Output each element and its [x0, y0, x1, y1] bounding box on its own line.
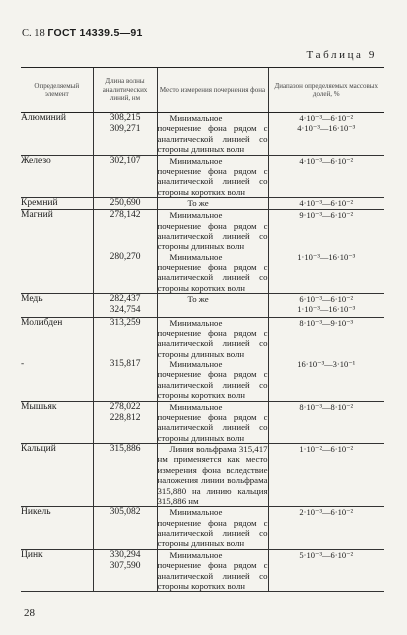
wavelength-value: 280,270: [109, 251, 141, 262]
cell-element: Кремний: [21, 198, 93, 210]
cell-background-place: [157, 444, 268, 507]
table-row: [21, 317, 384, 359]
table-row: [21, 198, 384, 210]
cell-ranges: [268, 359, 384, 401]
cell-wavelengths: [93, 252, 157, 294]
column-header-wavelength: Длина волны аналитических линий, нм: [93, 68, 157, 113]
cell-background-place: [157, 549, 268, 592]
cell-background-place: [157, 155, 268, 198]
method-text: Минимальное почернение фона рядом с аналитической линией со стороны коротких волн: [157, 155, 268, 197]
table-header-row: [21, 68, 384, 113]
table-row: [21, 507, 384, 550]
wavelength-value: 278,022: [109, 401, 141, 412]
cell-element: Никель: [21, 507, 93, 550]
cell-ranges: [268, 317, 384, 359]
cell-ranges: [268, 444, 384, 507]
cell-element: Цинк: [21, 549, 93, 592]
cell-element: Молибден: [21, 317, 93, 359]
table-caption: Таблица 9: [306, 49, 377, 61]
wavelength-value: 330,294: [109, 549, 141, 560]
wavelength-value: 305,082: [109, 507, 141, 518]
range-value: 1·10⁻³—16·10⁻³: [297, 304, 356, 315]
table-row: [21, 294, 384, 317]
method-text: Линия вольфрама 315,417 нм применяется как место измерения фона вследствие наложения линии вольфрама 315,880 на линию кальция 315,886 нм: [157, 444, 268, 506]
table-row: [21, 401, 384, 444]
cell-ranges: [268, 198, 384, 210]
cell-wavelengths: [93, 198, 157, 210]
range-value: 5·10⁻³—6·10⁻²: [299, 549, 354, 560]
range-value: 16·10⁻³—3·10⁻¹: [297, 359, 356, 370]
cell-background-place: [157, 294, 268, 317]
wavelength-value: 308,215: [109, 113, 141, 123]
table-row: [21, 113, 384, 156]
running-header: [22, 27, 143, 39]
wavelength-value: 315,886: [109, 444, 141, 455]
range-value: 6·10⁻³—6·10⁻²: [299, 294, 354, 305]
range-value: 8·10⁻³—8·10⁻²: [299, 401, 354, 412]
cell-element: -: [21, 359, 25, 370]
cell-wavelengths: [93, 507, 157, 550]
wavelength-value: 278,142: [109, 210, 141, 221]
data-table: [21, 67, 384, 592]
method-text: Минимальное почернение фона рядом с аналитической линией со стороны длинных волн: [157, 507, 268, 549]
table-row: [21, 210, 384, 252]
range-value: 1·10⁻³—16·10⁻³: [297, 251, 356, 262]
cell-wavelengths: [93, 317, 157, 359]
cell-wavelengths: [93, 444, 157, 507]
wavelength-value: 307,590: [109, 561, 141, 572]
range-value: 2·10⁻³—6·10⁻²: [299, 507, 354, 518]
wavelength-value: 250,690: [109, 198, 141, 208]
cell-ranges: [268, 210, 384, 252]
cell-ranges: [268, 401, 384, 444]
cell-ranges: [268, 507, 384, 550]
wavelength-value: 315,817: [109, 359, 141, 370]
cell-ranges: [268, 549, 384, 592]
cell-background-place: [157, 401, 268, 444]
cell-ranges: [268, 294, 384, 317]
cell-element: Железо: [21, 155, 93, 198]
range-value: 4·10⁻³—16·10⁻³: [297, 123, 356, 134]
cell-wavelengths: [93, 549, 157, 592]
cell-ranges: [268, 113, 384, 156]
cell-background-place: [157, 113, 268, 156]
cell-background-place: [157, 210, 268, 252]
range-value: 4·10⁻³—6·10⁻²: [299, 113, 354, 123]
cell-ranges: [268, 252, 384, 294]
method-text: Минимальное почернение фона рядом с аналитической линией со стороны длинных волн: [157, 113, 268, 155]
method-text: Минимальное почернение фона рядом с аналитической линией со стороны длинных волн: [157, 317, 268, 359]
cell-background-place: [157, 252, 268, 294]
method-text: Минимальное почернение фона рядом с аналитической линией со стороны коротких волн: [157, 359, 268, 401]
page-prefix: С. 18: [22, 28, 45, 39]
cell-wavelengths: [93, 294, 157, 317]
table-row: [21, 252, 384, 294]
range-value: 9·10⁻³—6·10⁻²: [299, 210, 354, 221]
wavelength-value: 313,259: [109, 317, 141, 328]
wavelength-value: 302,107: [109, 155, 141, 166]
range-value: 8·10⁻³—9·10⁻³: [299, 317, 354, 328]
method-text: Минимальное почернение фона рядом с аналитической линией со стороны длинных волн: [157, 210, 268, 252]
cell-background-place: [157, 317, 268, 359]
cell-wavelengths: [93, 155, 157, 198]
method-text: Минимальное почернение фона рядом с аналитической линией со стороны длинных волн: [157, 401, 268, 443]
cell-element: [21, 252, 93, 294]
cell-element: Магний: [21, 210, 93, 252]
column-header-range: Диапазон определяемых массовых долей, %: [268, 68, 384, 113]
wavelength-value: 324,754: [109, 305, 141, 316]
cell-wavelengths: [93, 359, 157, 401]
standard-designation: ГОСТ 14339.5—91: [47, 27, 143, 39]
wavelength-value: 309,271: [109, 124, 141, 135]
method-text: То же: [187, 198, 209, 208]
cell-background-place: [157, 359, 268, 401]
cell-ranges: [268, 155, 384, 198]
cell-background-place: [157, 507, 268, 550]
cell-wavelengths: [93, 401, 157, 444]
column-header-background-place: Место измерения почернения фона: [157, 68, 268, 113]
cell-background-place: [157, 198, 268, 210]
cell-wavelengths: [93, 113, 157, 156]
cell-element: Кальций: [21, 444, 93, 507]
table-row: [21, 359, 384, 401]
cell-element: Алюминий: [21, 113, 66, 123]
page-number: 28: [24, 607, 35, 619]
column-header-element: Определяемый элемент: [21, 68, 93, 113]
range-value: 4·10⁻³—6·10⁻²: [299, 198, 354, 208]
cell-element: Мышьяк: [21, 401, 93, 444]
method-text: Минимальное почернение фона рядом с аналитической линией со стороны коротких волн: [157, 549, 268, 591]
table-row: [21, 444, 384, 507]
range-value: 4·10⁻³—6·10⁻²: [299, 155, 354, 166]
wavelength-value: 282,437: [109, 294, 141, 305]
table-row: [21, 549, 384, 592]
table-row: [21, 155, 384, 198]
cell-element: Медь: [21, 294, 93, 317]
range-value: 1·10⁻²—6·10⁻²: [299, 444, 354, 455]
wavelength-value: 228,812: [109, 412, 141, 423]
cell-wavelengths: [93, 210, 157, 252]
method-text: То же: [187, 294, 209, 305]
method-text: Минимальное почернение фона рядом с аналитической линией со стороны коротких волн: [157, 251, 268, 293]
